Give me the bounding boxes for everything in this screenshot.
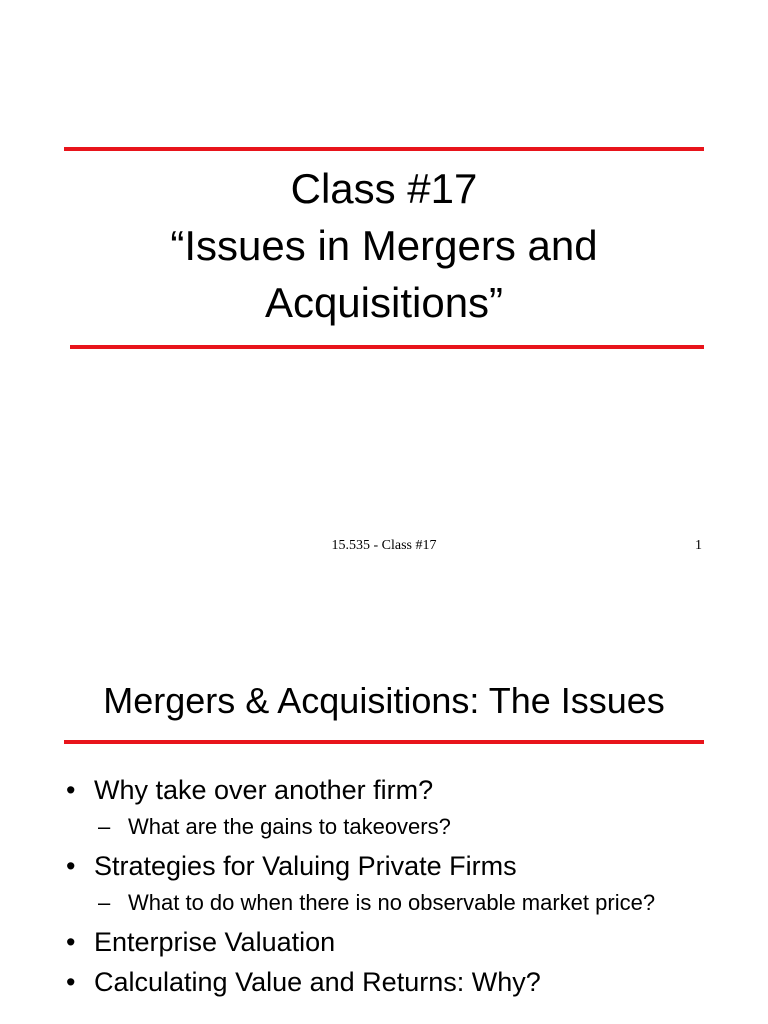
bullet-item (64, 770, 724, 810)
sub-bullet-text: What are the gains to takeovers? (128, 814, 451, 839)
section-title: Mergers & Acquisitions: The Issues (103, 680, 665, 721)
title-line-2: “Issues in Mergers and (170, 222, 598, 269)
bullet-item (64, 922, 724, 962)
bullet-item (64, 846, 724, 886)
bullet-item (64, 962, 724, 1002)
bullet-icon: • (66, 927, 76, 957)
bullet-text: Strategies for Valuing Private Firms (94, 851, 517, 881)
bullet-text: Calculating Value and Returns: Why? (94, 967, 541, 997)
slide-footer-label: 15.535 - Class #17 (331, 538, 437, 553)
page-number: 1 (695, 538, 702, 553)
slide-title (64, 160, 704, 331)
sub-bullet-item (64, 813, 724, 841)
title-line-3: Acquisitions” (264, 279, 504, 326)
bullet-text: Why take over another firm? (94, 775, 434, 805)
top-divider-line (64, 147, 704, 151)
dash-icon: – (98, 890, 111, 915)
bullet-icon: • (66, 967, 76, 997)
bullet-list (64, 770, 724, 1002)
section-divider-line (64, 740, 704, 744)
bottom-divider-line (70, 345, 704, 349)
sub-bullet-text: What to do when there is no observable market price? (128, 890, 656, 915)
sub-bullet-item (64, 889, 724, 917)
bullet-text: Enterprise Valuation (94, 927, 336, 957)
bullet-icon: • (66, 851, 76, 881)
dash-icon: – (98, 814, 111, 839)
bullet-icon: • (66, 775, 76, 805)
title-line-1: Class #17 (290, 165, 478, 212)
